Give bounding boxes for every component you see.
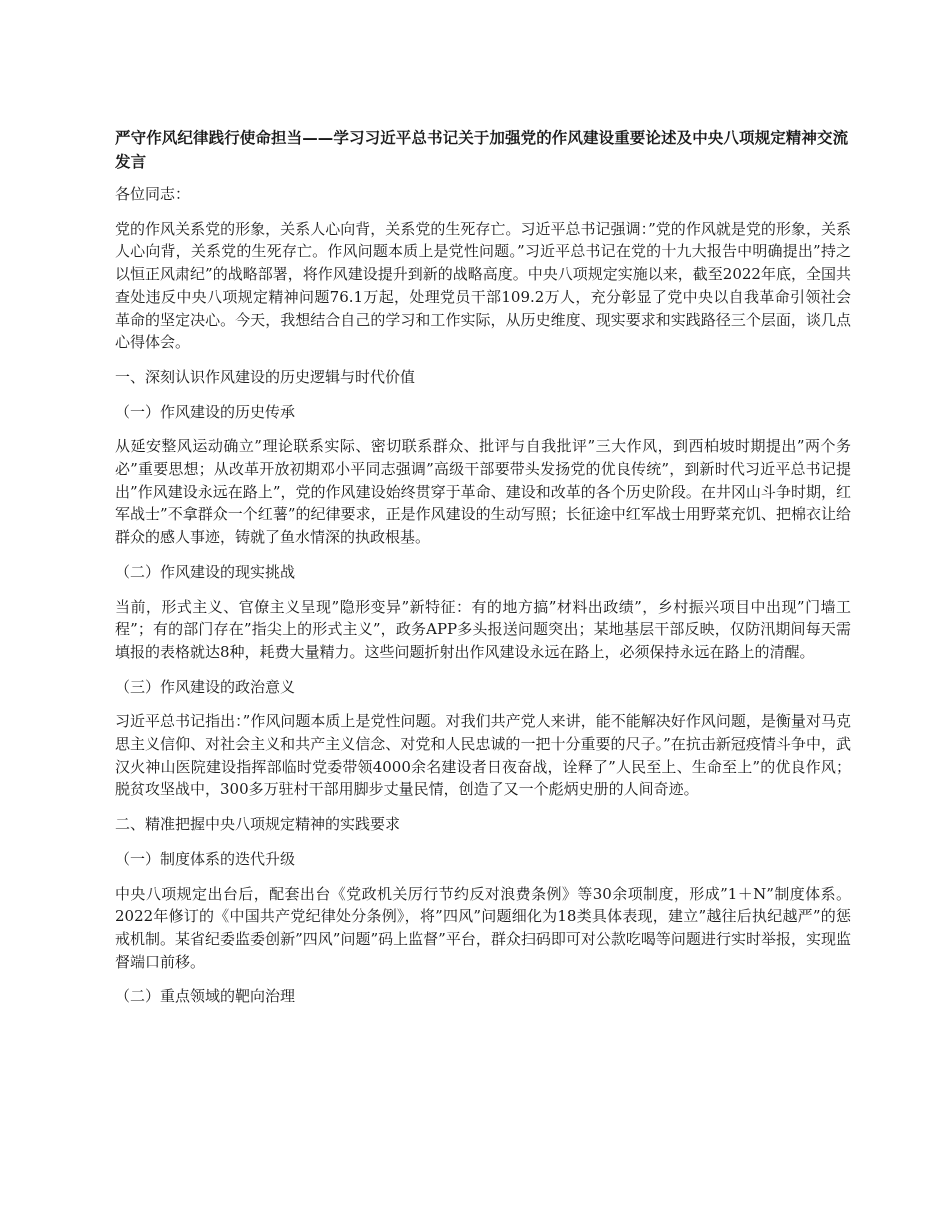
section-2-sub-2-heading: （二）重点领域的靶向治理 — [115, 987, 296, 1006]
section-1-sub-3-paragraph: 习近平总书记指出：”作风问题本质上是党性问题。对我们共产党人来讲，能不能解决好作风问题，是衡量对马克思主义信仰、对社会主义和共产主义信念、对党和人民忠诚的一把十分重要的尺子。”在抗击新冠疫情斗争中，武汉火神山医院建设指挥部临时党委带领4000余名建设者日夜奋战，诠释了”人民至上、生命至上”的优良作风；脱贫攻坚战中，300多万驻村干部用脚步丈量民情，创造了又一个彪炳史册的人间奇迹。 — [115, 712, 851, 799]
section-1-sub-2-heading: （二）作风建设的现实挑战 — [115, 562, 296, 581]
section-1-sub-2-paragraph: 当前，形式主义、官僚主义呈现”隐形变异”新特征：有的地方搞”材料出政绩”，乡村振兴项目中出现”门墙工程”；有的部门存在”指尖上的形式主义”，政务APP多头报送问题突出；某地基层干部反映，仅防汛期间每天需填报的表格就达8种，耗费大量精力。这些问题折射出作风建设永远在路上，必须保持永远在路上的清醒。 — [115, 597, 851, 661]
document-title: 严守作风纪律践行使命担当——学习习近平总书记关于加强党的作风建设重要论述及中央八项规定精神交流发言 — [115, 129, 849, 171]
intro-paragraph: 党的作风关系党的形象，关系人心向背，关系党的生死存亡。习近平总书记强调：”党的作风就是党的形象，关系人心向背，关系党的生死存亡。作风问题本质上是党性问题。”习近平总书记在党的十九大报告中明确提出”持之以恒正风肃纪”的战略部署，将作风建设提升到新的战略高度。中央八项规定实施以来，截至2022年底，全国共查处违反中央八项规定精神问题76.1万起，处理党员干部109.2万人，充分彰显了党中央以自我革命引领社会革命的坚定决心。今天，我想结合自己的学习和工作实际，从历史维度、现实要求和实践路径三个层面，谈几点心得体会。 — [115, 219, 851, 352]
section-2-sub-1-heading: （一）制度体系的迭代升级 — [115, 849, 296, 868]
section-1-heading: 一、深刻认识作风建设的历史逻辑与时代价值 — [115, 367, 416, 386]
section-1-sub-1-heading: （一）作风建设的历史传承 — [115, 402, 296, 421]
section-2-heading: 二、精准把握中央八项规定精神的实践要求 — [115, 815, 401, 834]
section-2-sub-1-paragraph: 中央八项规定出台后，配套出台《党政机关厉行节约反对浪费条例》等30余项制度，形成”1＋N”制度体系。2022年修订的《中国共产党纪律处分条例》，将”四风”问题细化为18类具体表现，建立”越往后执纪越严”的惩戒机制。某省纪委监委创新”四风”问题”码上监督”平台，群众扫码即可对公款吃喝等问题进行实时举报，实现监督端口前移。 — [115, 884, 851, 971]
greeting: 各位同志： — [115, 185, 191, 203]
section-1-sub-3-heading: （三）作风建设的政治意义 — [115, 677, 296, 696]
section-1-sub-1-paragraph: 从延安整风运动确立”理论联系实际、密切联系群众、批评与自我批评”三大作风，到西柏坡时期提出”两个务必”重要思想；从改革开放初期邓小平同志强调”高级干部要带头发扬党的优良传统”，到新时代习近平总书记提出”作风建设永远在路上”，党的作风建设始终贯穿于革命、建设和改革的各个历史阶段。在井冈山斗争时期，红军战士”不拿群众一个红薯”的纪律要求，正是作风建设的生动写照；长征途中红军战士用野菜充饥、把棉衣让给群众的感人事迹，铸就了鱼水情深的执政根基。 — [115, 437, 851, 547]
document-page — [115, 126, 851, 1020]
